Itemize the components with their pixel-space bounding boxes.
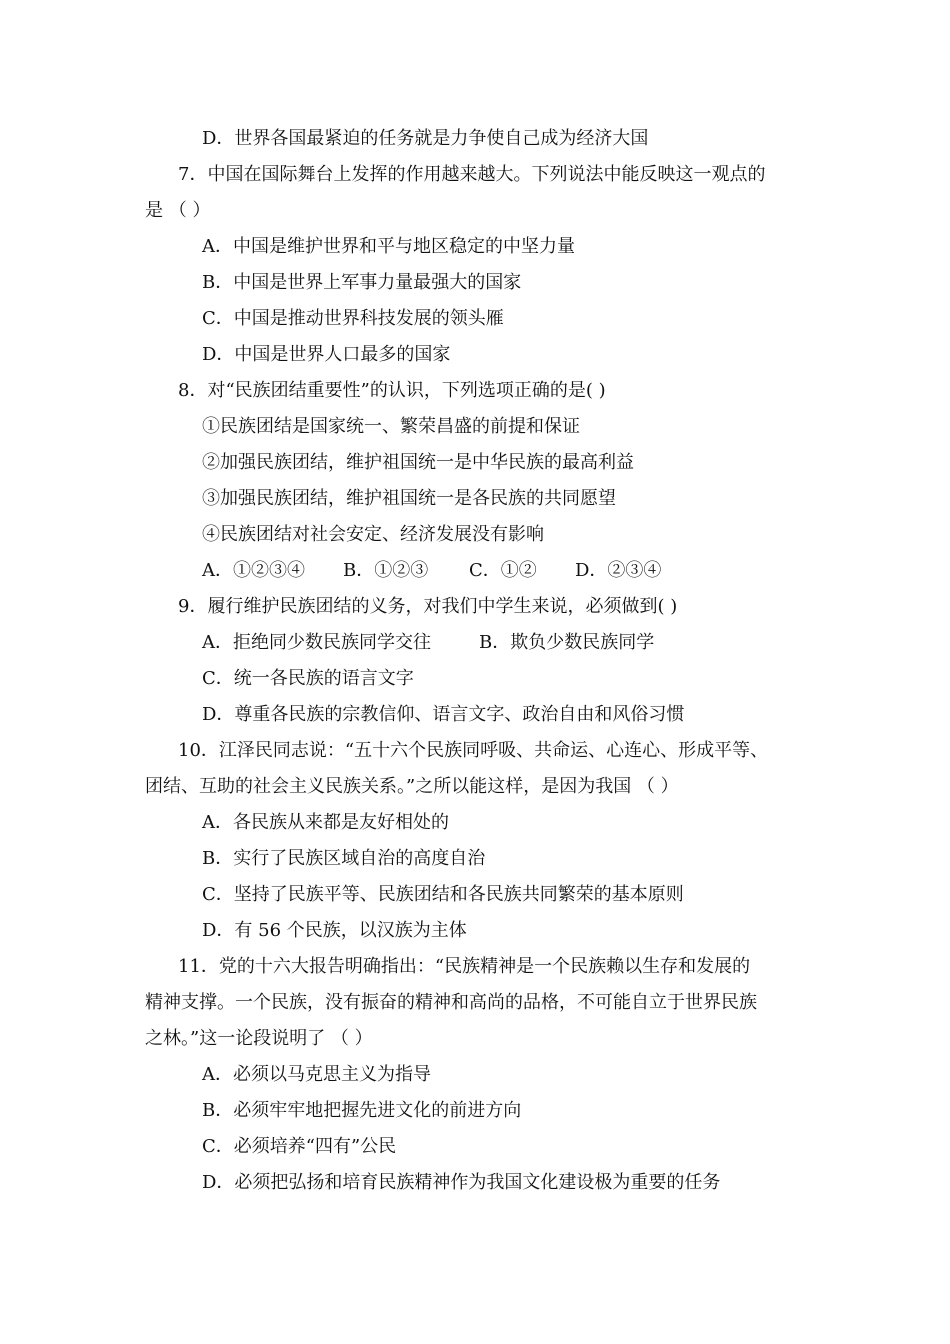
q11-option-d: D．必须把弘扬和培育民族精神作为我国文化建设极为重要的任务 (202, 1172, 721, 1193)
q11-stem-line2: 精神支撑。一个民族，没有振奋的精神和高尚的品格，不可能自立于世界民族 (145, 992, 757, 1013)
q9-option-a: A．拒绝同少数民族同学交往 (202, 632, 431, 653)
q10-stem-line1: 10．江泽民同志说：“五十六个民族同呼吸、共命运、心连心、形成平等、 (178, 740, 769, 761)
q7-stem-line1: 7．中国在国际舞台上发挥的作用越来越大。下列说法中能反映这一观点的 (178, 164, 766, 185)
q8-option-c: C．①② (469, 560, 537, 581)
q11-option-a: A．必须以马克思主义为指导 (202, 1064, 431, 1085)
q7-option-b: B．中国是世界上军事力量最强大的国家 (202, 272, 522, 293)
q9-stem: 9．履行维护民族团结的义务，对我们中学生来说，必须做到( ) (178, 596, 678, 617)
q8-option-b: B．①②③ (343, 560, 429, 581)
q10-option-b: B．实行了民族区域自治的高度自治 (202, 848, 486, 869)
q8-option-a: A．①②③④ (202, 560, 305, 581)
q6-option-d: D．世界各国最紧迫的任务就是力争使自己成为经济大国 (202, 128, 649, 149)
q11-stem-line1: 11．党的十六大报告明确指出：“民族精神是一个民族赖以生存和发展的 (178, 956, 751, 977)
q7-option-c: C．中国是推动世界科技发展的领头雁 (202, 308, 504, 329)
q8-item-2: ②加强民族团结，维护祖国统一是中华民族的最高利益 (202, 452, 634, 473)
q8-item-3: ③加强民族团结，维护祖国统一是各民族的共同愿望 (202, 488, 616, 509)
q10-option-c: C．坚持了民族平等、民族团结和各民族共同繁荣的基本原则 (202, 884, 684, 905)
q8-stem: 8．对“民族团结重要性”的认识，下列选项正确的是( ) (178, 380, 606, 401)
q11-option-c: C．必须培养“四有”公民 (202, 1136, 397, 1157)
q8-option-d: D．②③④ (575, 560, 662, 581)
q8-item-1: ①民族团结是国家统一、繁荣昌盛的前提和保证 (202, 416, 580, 437)
q8-item-4: ④民族团结对社会安定、经济发展没有影响 (202, 524, 544, 545)
q7-option-a: A．中国是维护世界和平与地区稳定的中坚力量 (202, 236, 575, 257)
q9-option-b: B．欺负少数民族同学 (479, 632, 655, 653)
q7-option-d: D．中国是世界人口最多的国家 (202, 344, 451, 365)
q7-stem-line2: 是 （ ） (145, 200, 211, 221)
q11-option-b: B．必须牢牢地把握先进文化的前进方向 (202, 1100, 522, 1121)
q9-option-c: C．统一各民族的语言文字 (202, 668, 414, 689)
q10-option-a: A．各民族从来都是友好相处的 (202, 812, 449, 833)
q9-option-d: D．尊重各民族的宗教信仰、语言文字、政治自由和风俗习惯 (202, 704, 685, 725)
q11-stem-line3: 之林。”这一论段说明了 （ ） (145, 1028, 373, 1049)
q10-stem-line2: 团结、互助的社会主义民族关系。”之所以能这样，是因为我国 （ ） (145, 776, 679, 797)
q10-option-d: D．有 56 个民族，以汉族为主体 (202, 920, 467, 941)
